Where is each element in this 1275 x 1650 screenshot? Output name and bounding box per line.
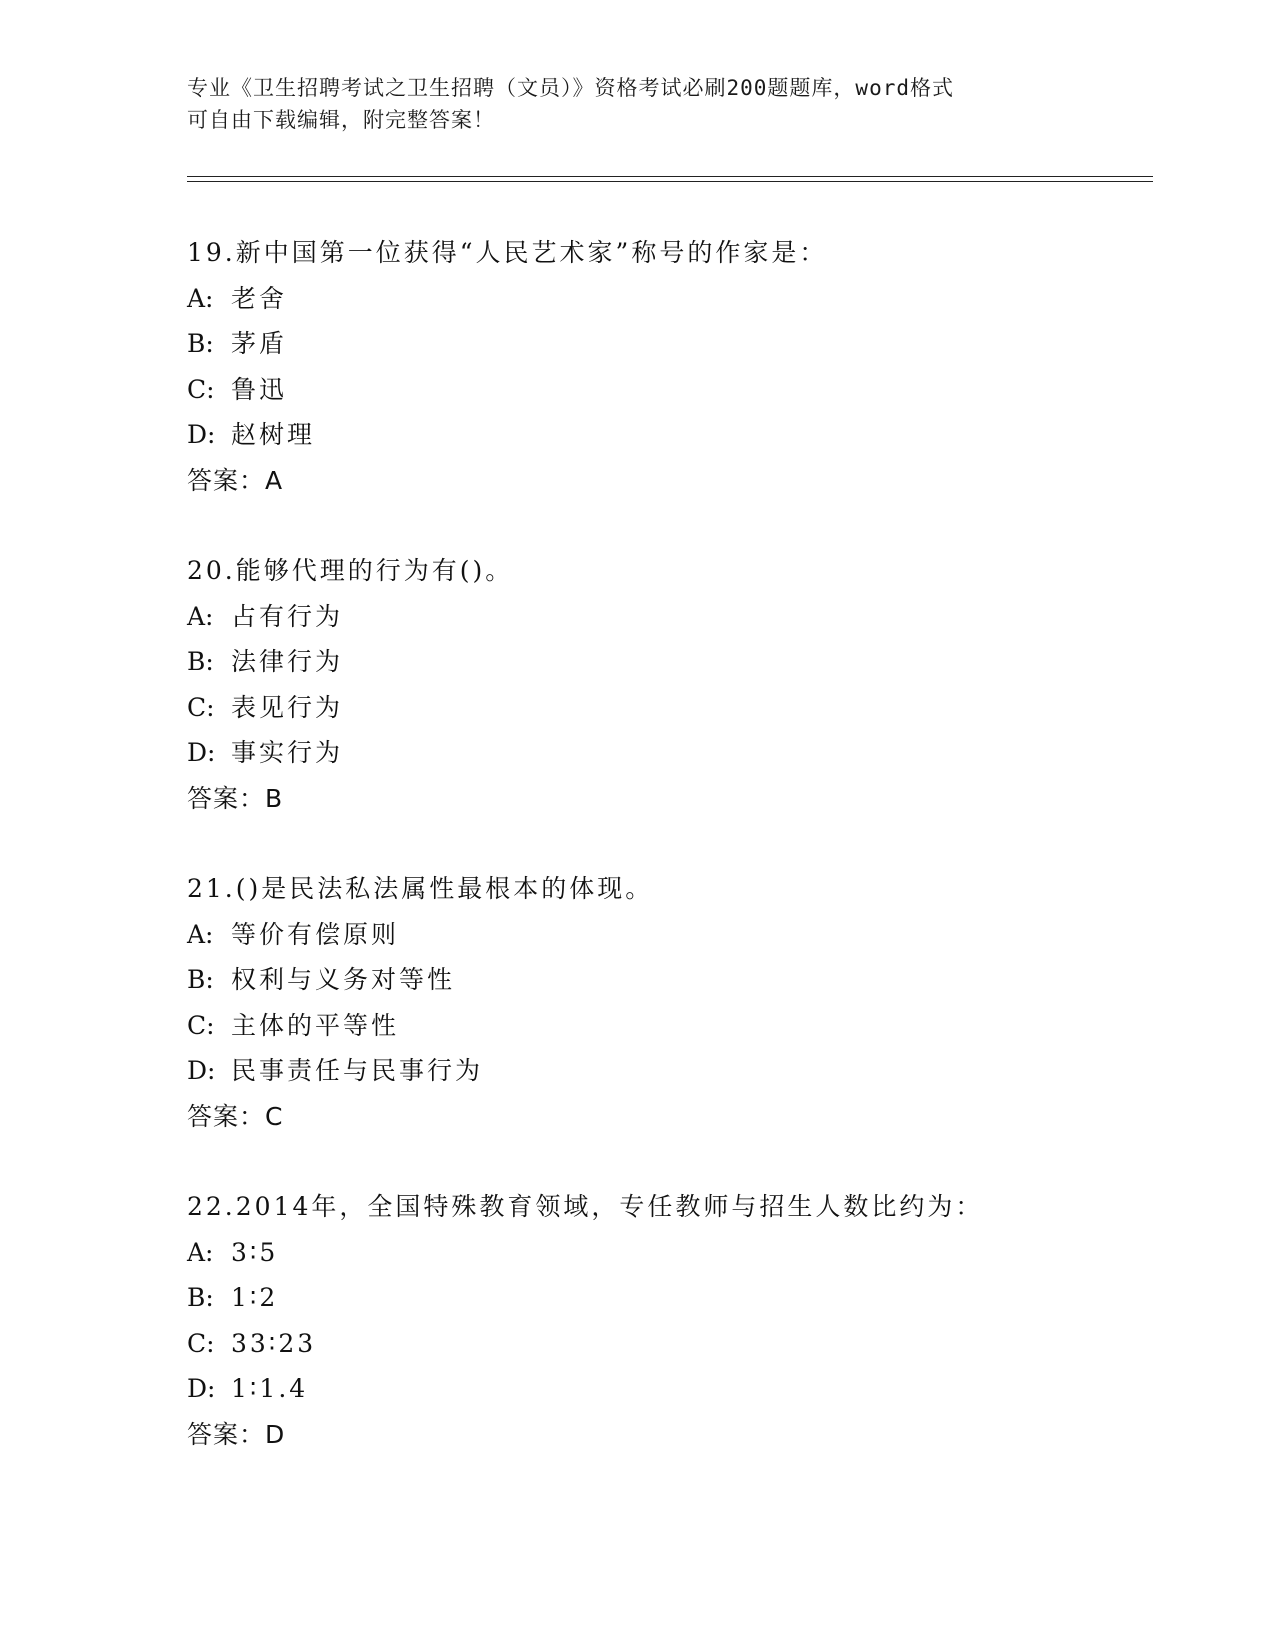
option-d (187, 730, 1167, 776)
option-letter: B: (187, 965, 214, 994)
answer-label: 答案：D (187, 1419, 286, 1449)
option-text: 老舍 (231, 283, 288, 313)
option-letter: D: (187, 1374, 216, 1403)
option-text: 占有行为 (231, 601, 344, 631)
question-22 (187, 1184, 1167, 1457)
answer-label: 答案：B (187, 783, 284, 813)
option-text: 事实行为 (231, 738, 344, 767)
option-text: 1∶2 (231, 1283, 279, 1312)
option-letter: D: (187, 420, 216, 449)
option-letter: C: (187, 692, 215, 722)
answer-label: 答案：A (187, 465, 284, 495)
option-b (187, 321, 1167, 367)
answer-label: 答案：C (187, 1101, 284, 1131)
option-text: 1∶1.4 (231, 1374, 309, 1403)
document-header (187, 72, 1087, 136)
option-b (187, 957, 1167, 1003)
option-letter: B: (187, 329, 214, 358)
header-divider-bottom (187, 181, 1153, 182)
option-text: 3∶5 (231, 1237, 279, 1267)
option-letter: B: (187, 647, 214, 676)
option-text: 茅盾 (231, 329, 288, 358)
option-letter: C: (187, 374, 215, 404)
option-text: 赵树理 (231, 420, 316, 449)
option-letter: D: (187, 1056, 216, 1085)
option-b (187, 639, 1167, 685)
option-d (187, 1366, 1167, 1412)
option-c (187, 1003, 1167, 1049)
question-21 (187, 866, 1167, 1139)
option-letter: A: (187, 919, 214, 949)
option-a (187, 1230, 1167, 1276)
option-a (187, 912, 1167, 958)
question-19 (187, 230, 1167, 503)
option-letter: D: (187, 738, 216, 767)
option-c (187, 367, 1167, 413)
option-a (187, 594, 1167, 640)
option-letter: A: (187, 1237, 214, 1267)
option-letter: C: (187, 1328, 215, 1358)
option-letter: A: (187, 283, 214, 313)
option-d (187, 412, 1167, 458)
option-text: 33∶23 (231, 1328, 317, 1358)
option-text: 法律行为 (231, 647, 344, 676)
option-letter: A: (187, 601, 214, 631)
question-stem: 19.新中国第一位获得“人民艺术家”称号的作家是： (187, 238, 828, 267)
question-stem: 21.()是民法私法属性最根本的体现。 (187, 874, 654, 903)
option-d (187, 1048, 1167, 1094)
option-text: 等价有偿原则 (231, 919, 400, 949)
option-letter: B: (187, 1283, 214, 1312)
header-divider-top (187, 176, 1153, 177)
option-text: 鲁迅 (231, 374, 288, 404)
option-text: 权利与义务对等性 (231, 965, 456, 994)
option-text: 表见行为 (231, 692, 344, 722)
header-line-2: 可自由下载编辑，附完整答案！ (187, 108, 495, 132)
header-line-1: 专业《卫生招聘考试之卫生招聘（文员）》资格考试必刷200题题库，word格式 (187, 76, 954, 100)
option-c (187, 685, 1167, 731)
option-c (187, 1321, 1167, 1367)
option-b (187, 1275, 1167, 1321)
question-stem: 20.能够代理的行为有()。 (187, 556, 514, 585)
option-text: 民事责任与民事行为 (231, 1056, 484, 1085)
option-letter: C: (187, 1010, 215, 1040)
option-text: 主体的平等性 (231, 1010, 400, 1040)
question-20 (187, 548, 1167, 821)
option-a (187, 276, 1167, 322)
question-stem: 22.2014年，全国特殊教育领域，专任教师与招生人数比约为： (187, 1192, 984, 1221)
